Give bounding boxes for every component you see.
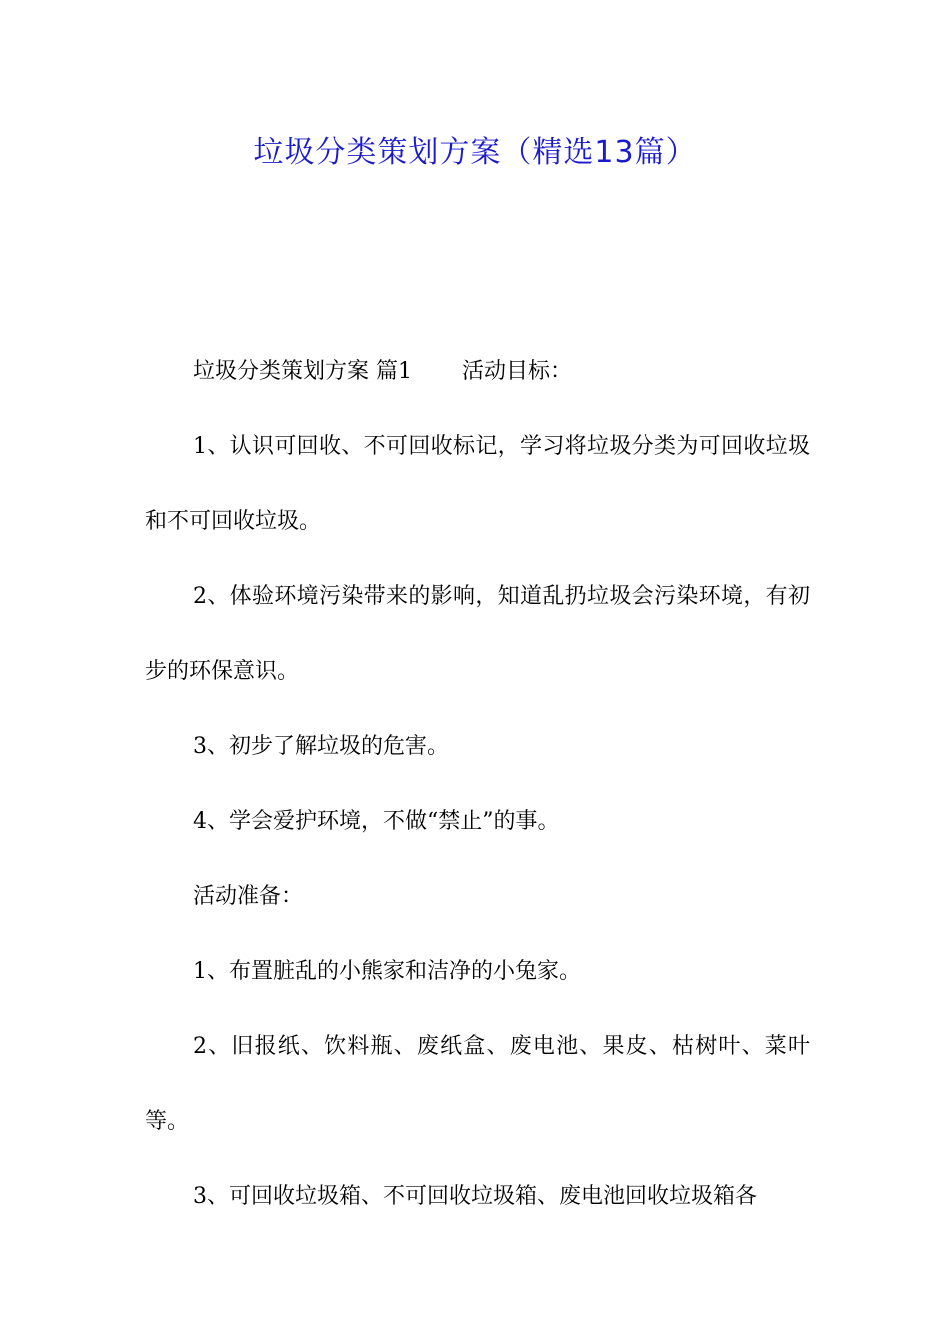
preparation-label: 活动准备：	[193, 884, 304, 909]
goals-label: 活动目标：	[462, 359, 573, 384]
paragraph-goal-4: 4、学会爱护环境，不做“禁止”的事。	[193, 809, 560, 834]
section-heading: 垃圾分类策划方案 篇1	[193, 359, 412, 384]
paragraph-goal-2: 2、体验环境污染带来的影响，知道乱扔垃圾会污染环境，有初步的环保意识。	[145, 584, 810, 684]
document-body	[145, 334, 810, 1234]
paragraph-goal-3: 3、初步了解垃圾的危害。	[193, 734, 449, 759]
paragraph-prep-1: 1、布置脏乱的小熊家和洁净的小兔家。	[193, 959, 581, 984]
paragraph-prep-3: 3、可回收垃圾箱、不可回收垃圾箱、废电池回收垃圾箱各	[193, 1184, 757, 1209]
document-title: 垃圾分类策划方案（精选13篇）	[253, 135, 697, 170]
paragraph-prep-2: 2、旧报纸、饮料瓶、废纸盒、废电池、果皮、枯树叶、菜叶等。	[145, 1034, 810, 1134]
paragraph-goal-1: 1、认识可回收、不可回收标记，学习将垃圾分类为可回收垃圾和不可回收垃圾。	[145, 434, 810, 534]
section-heading-line	[145, 334, 810, 409]
